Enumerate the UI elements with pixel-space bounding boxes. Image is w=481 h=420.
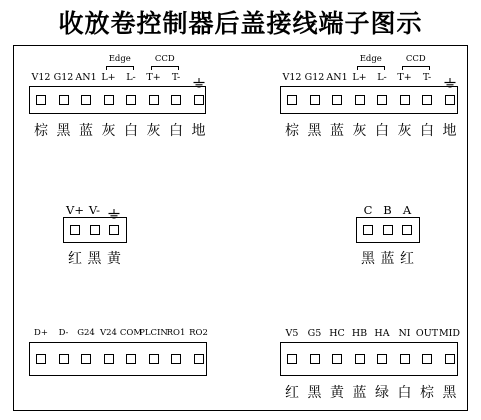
wire-color-label: 白: [420, 123, 434, 139]
pin-label: L-: [377, 72, 387, 83]
wire-color-label: 白: [124, 123, 138, 139]
pin-label: B: [383, 203, 392, 217]
terminal-screw[interactable]: [59, 95, 69, 105]
terminal-screw[interactable]: [445, 354, 455, 364]
terminal-screw[interactable]: [171, 95, 181, 105]
terminal-screw[interactable]: [383, 225, 393, 235]
terminal-screw[interactable]: [445, 95, 455, 105]
pin-label: T+: [397, 72, 412, 83]
wire-color-label: 黑: [307, 385, 322, 401]
wire-color-label: 绿: [375, 385, 389, 401]
terminal-screw[interactable]: [109, 225, 119, 235]
pin-label: C: [363, 203, 373, 217]
ccd-group-bracket: [402, 66, 431, 70]
ccd-group-label: CCD: [405, 54, 426, 64]
terminal-screw[interactable]: [332, 95, 342, 105]
pin-label: HB: [351, 328, 368, 339]
terminal-screw[interactable]: [422, 95, 432, 105]
terminal-screw[interactable]: [90, 225, 100, 235]
terminal-screw[interactable]: [81, 354, 91, 364]
wire-color-label: 白: [169, 123, 183, 139]
pin-label: L+: [101, 72, 116, 83]
wire-color-label: 红: [400, 251, 414, 267]
edge-group-bracket: [357, 66, 386, 70]
pin-label: L-: [126, 72, 136, 83]
pin-label: L+: [352, 72, 367, 83]
ground-icon: [444, 73, 456, 83]
pin-label: V12: [31, 72, 51, 83]
pin-label: V5: [285, 328, 299, 339]
pin-label: T-: [422, 72, 432, 83]
wire-color-label: 黑: [307, 123, 322, 139]
wire-color-label: 蓝: [380, 251, 395, 267]
terminal-screw[interactable]: [126, 354, 136, 364]
pin-label: A: [402, 203, 412, 217]
wire-color-label: 白: [375, 123, 389, 139]
terminal-screw[interactable]: [422, 354, 432, 364]
terminal-screw[interactable]: [287, 95, 297, 105]
wire-color-label: 地: [191, 123, 206, 139]
ccd-group-label: CCD: [154, 54, 175, 64]
pin-label: RO2: [189, 328, 208, 338]
terminal-screw[interactable]: [355, 95, 365, 105]
wire-color-label: 灰: [397, 123, 412, 139]
pin-label: D-: [58, 328, 69, 338]
pin-label: G12: [53, 72, 74, 83]
wire-color-label: 灰: [352, 123, 367, 139]
pin-label: PLCIN: [139, 328, 168, 338]
terminal-screw[interactable]: [402, 225, 412, 235]
pin-label: V24: [100, 328, 117, 338]
pin-label: V+: [66, 203, 84, 217]
wire-color-label: 蓝: [352, 385, 367, 401]
wire-color-label: 灰: [101, 123, 116, 139]
pin-label: OUT: [415, 328, 439, 339]
wire-color-label: 棕: [420, 385, 434, 401]
terminal-screw[interactable]: [81, 95, 91, 105]
pin-label: NI: [398, 328, 411, 339]
edge-group-label: Edge: [108, 54, 131, 64]
terminal-screw[interactable]: [126, 95, 136, 105]
wire-color-label: 棕: [34, 123, 48, 139]
terminal-screw[interactable]: [310, 354, 320, 364]
terminal-screw[interactable]: [36, 95, 46, 105]
wire-color-label: 黑: [56, 123, 71, 139]
terminal-screw[interactable]: [400, 95, 410, 105]
wire-color-label: 白: [397, 385, 412, 401]
terminal-screw[interactable]: [149, 95, 159, 105]
terminal-screw[interactable]: [355, 354, 365, 364]
pin-label: D+: [34, 328, 48, 338]
wire-color-label: 红: [68, 251, 82, 267]
pin-label: G12: [304, 72, 325, 83]
terminal-screw[interactable]: [400, 354, 410, 364]
pin-label: T-: [171, 72, 181, 83]
wire-color-label: 蓝: [79, 123, 93, 139]
pin-label: AN1: [75, 72, 97, 83]
pin-label: HA: [374, 328, 390, 339]
terminal-screw[interactable]: [59, 354, 69, 364]
wire-color-label: 蓝: [330, 123, 344, 139]
wire-color-label: 棕: [285, 123, 299, 139]
page-title: 收放卷控制器后盖接线端子图示: [58, 9, 423, 38]
pin-label: AN1: [326, 72, 348, 83]
wire-color-label: 黑: [361, 251, 375, 267]
pin-label: RO1: [166, 328, 186, 338]
pin-label: V-: [88, 203, 101, 217]
terminal-screw[interactable]: [70, 225, 80, 235]
pin-label: G24: [77, 328, 95, 338]
wire-color-label: 灰: [146, 123, 161, 139]
terminal-screw[interactable]: [310, 95, 320, 105]
terminal-screw[interactable]: [377, 354, 387, 364]
pin-label: COM: [119, 328, 143, 338]
edge-group-bracket: [106, 66, 135, 70]
terminal-screw[interactable]: [104, 95, 114, 105]
pin-label: G5: [307, 328, 322, 339]
wire-color-label: 黄: [330, 385, 344, 401]
pin-label: T+: [146, 72, 161, 83]
terminal-screw[interactable]: [171, 354, 181, 364]
terminal-screw[interactable]: [194, 354, 204, 364]
terminal-screw[interactable]: [104, 354, 114, 364]
pin-label: HC: [329, 328, 345, 339]
wire-color-label: 地: [442, 123, 457, 139]
ground-icon: [108, 204, 120, 214]
wire-color-label: 黄: [107, 251, 121, 267]
terminal-screw[interactable]: [363, 225, 373, 235]
edge-group-label: Edge: [359, 54, 382, 64]
terminal-screw[interactable]: [149, 354, 159, 364]
ccd-group-bracket: [151, 66, 180, 70]
terminal-screw[interactable]: [377, 95, 387, 105]
terminal-screw[interactable]: [194, 95, 204, 105]
ground-icon: [193, 73, 205, 83]
wire-color-label: 黑: [87, 251, 102, 267]
wire-color-label: 黑: [442, 385, 457, 401]
terminal-screw[interactable]: [332, 354, 342, 364]
terminal-screw[interactable]: [287, 354, 297, 364]
pin-label: MID: [438, 328, 461, 339]
terminal-screw[interactable]: [36, 354, 46, 364]
pin-label: V12: [282, 72, 302, 83]
wire-color-label: 红: [285, 385, 299, 401]
